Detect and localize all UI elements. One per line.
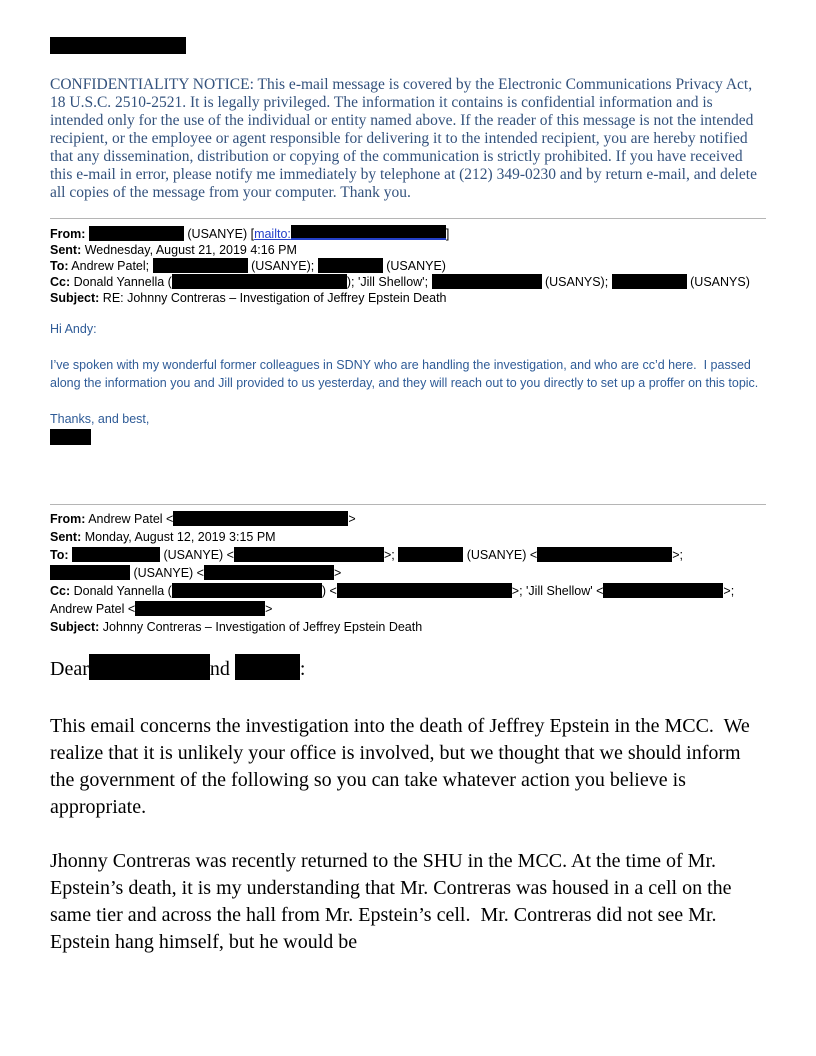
email1-to-line: [50, 258, 766, 274]
confidentiality-notice: CONFIDENTIALITY NOTICE: This e-mail message is covered by the Electronic Communications Privacy Act, 18 U.S.C. 2510-2521. It is legally privileged. The information it contains is confidential information and is intended only for the use of the individual or entity named above. If the reader of this message is not the intended recipient, or the employee or agent responsible for delivering it to the intended recipient, you are hereby notified that any dissemination, distribution or copying of the communication is strictly prohibited. If you have received this e-mail in error, please notify me immediately by telephone at (212) 349-0230 and by return e-mail, and delete all copies of the message from your computer. Thank you.: [50, 76, 757, 201]
subject-label: Subject:: [50, 620, 100, 634]
email1-subject-line: [50, 290, 766, 306]
from-bracket: ]: [445, 227, 450, 241]
redaction-cc-email: [172, 583, 322, 598]
cc-text: (USANYS): [686, 275, 750, 289]
reply-paragraph: I’ve spoken with my wonderful former colleagues in SDNY who are handling the investigation, and who are cc’d here. I passed along the information you and Jill provided to us yesterday, and they will reach out to you directly to set up a proffer on this topic.: [50, 358, 759, 390]
email2-sent-line: [50, 528, 766, 546]
redaction-cc-name: [612, 274, 687, 289]
body-paragraph: Jhonny Contreras was recently returned to the SHU in the MCC. At the time of Mr. Epstein’s death, it is my understanding that Mr. Contreras was housed in a cell on the same tier and across the hall from Mr. Epstein’s cell. Mr. Contreras did not see Mr. Epstein hang himself, but he would be: [50, 850, 737, 953]
to-text: >;: [383, 548, 399, 562]
cc-text: Donald Yannella (: [70, 584, 172, 598]
cc-text: (USANYS);: [541, 275, 612, 289]
redaction-addressee: [235, 654, 300, 680]
to-text: (USANYE) <: [130, 566, 204, 580]
divider-email1: [50, 218, 766, 219]
email1-cc-line: [50, 274, 766, 290]
subject-value: RE: Johnny Contreras – Investigation of Jeffrey Epstein Death: [99, 291, 447, 305]
redaction-cc-email: [337, 583, 512, 598]
email2-from-line: [50, 510, 766, 528]
sent-label: Sent:: [50, 243, 82, 257]
redaction-cc-name: [432, 274, 542, 289]
to-label: To:: [50, 548, 69, 562]
redaction-sender-email: [173, 511, 348, 526]
sent-value: Monday, August 12, 2019 3:15 PM: [81, 530, 276, 544]
from-label: From:: [50, 512, 86, 526]
salutation-text: nd: [209, 658, 235, 680]
to-text: (USANYE) <: [160, 548, 234, 562]
to-label: To:: [50, 259, 69, 273]
cc-text: ) <: [321, 584, 337, 598]
from-text: >: [348, 512, 356, 526]
email2-cc-line: [50, 582, 766, 618]
redaction-recipient-email: [234, 547, 384, 562]
redaction-cc-email: [603, 583, 723, 598]
email2-to-line: [50, 546, 766, 582]
cc-text: Donald Yannella (: [70, 275, 172, 289]
closing: Thanks, and best,: [50, 412, 150, 426]
subject-value: Johnny Contreras – Investigation of Jeffrey Epstein Death: [99, 620, 423, 634]
redaction-recipient-email: [204, 565, 334, 580]
redaction-letterhead: [50, 37, 186, 54]
cc-text: ); 'Jill Shellow';: [346, 275, 432, 289]
subject-label: Subject:: [50, 291, 100, 305]
redaction-cc-email: [172, 274, 347, 289]
redaction-recipient: [318, 258, 383, 273]
redaction-cc-email: [135, 601, 265, 616]
email1-sent-line: [50, 242, 766, 258]
redaction-sender-name: [89, 226, 184, 241]
salutation-line: [50, 654, 766, 683]
sent-label: Sent:: [50, 530, 82, 544]
from-text: Andrew Patel <: [85, 512, 174, 526]
divider-email2: [50, 504, 766, 505]
cc-text: >: [265, 602, 273, 616]
greeting: Hi Andy:: [50, 322, 97, 336]
cc-label: Cc:: [50, 275, 71, 289]
body-paragraph: This email concerns the investigation into the death of Jeffrey Epstein in the MCC. We realize that it is unlikely your office is involved, but we thought that we should inform the government of the following so you can take whatever action you believe is appropriate.: [50, 715, 755, 818]
redaction-recipient-email: [537, 547, 672, 562]
to-text: (USANYE);: [247, 259, 318, 273]
to-text: >: [333, 566, 342, 580]
redaction-recipient: [398, 547, 463, 562]
salutation-text: Dear: [50, 658, 89, 680]
email2-header: [50, 510, 766, 636]
to-text: (USANYE) <: [463, 548, 538, 562]
redaction-signature: [50, 429, 91, 445]
email2-body: [50, 654, 766, 956]
redaction-recipient: [50, 565, 130, 580]
to-text: >;: [672, 548, 683, 562]
to-text: Andrew Patel;: [68, 259, 153, 273]
cc-text: >; 'Jill Shellow' <: [511, 584, 604, 598]
email1-header: [50, 225, 766, 306]
to-text: (USANYE): [382, 259, 446, 273]
redaction-recipient: [72, 547, 160, 562]
from-text: (USANYE) [: [183, 227, 255, 241]
cc-text: >;: [723, 584, 735, 598]
cc-text: Andrew Patel <: [50, 602, 136, 616]
email1-from-line: [50, 225, 766, 242]
email1-body: [50, 320, 766, 445]
redaction-sender-email: [291, 225, 446, 240]
salutation-text: :: [299, 658, 306, 680]
sent-value: Wednesday, August 21, 2019 4:16 PM: [81, 243, 297, 257]
mailto-link[interactable]: mailto:: [254, 227, 291, 241]
from-label: From:: [50, 227, 86, 241]
redaction-recipient: [153, 258, 248, 273]
redaction-addressee: [89, 654, 210, 680]
cc-label: Cc:: [50, 584, 71, 598]
email2-subject-line: [50, 618, 766, 636]
